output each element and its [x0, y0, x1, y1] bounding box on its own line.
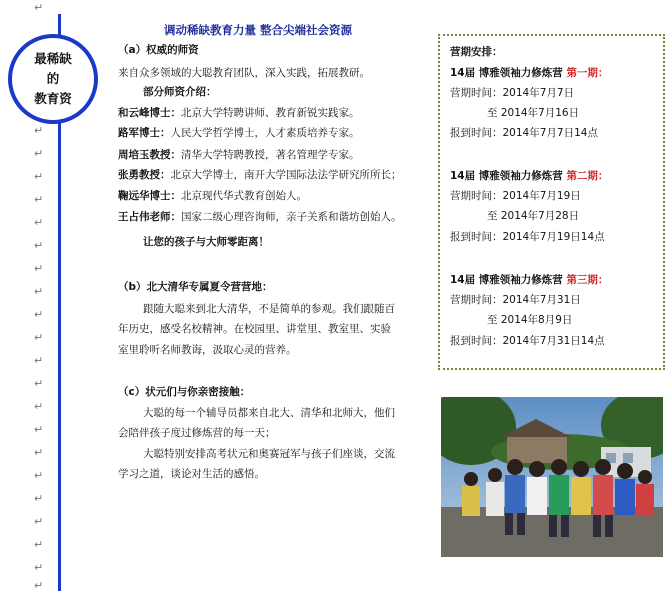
paragraph-mark: ↵	[34, 354, 44, 367]
paragraph-mark: ↵	[34, 446, 44, 459]
faculty-desc: 北京大学博士，南开大学国际法法学研究所所长；	[170, 169, 402, 181]
section-b-line: 跟随大聪来到北大清华，不是简单的参观。我们跟随百	[143, 303, 395, 315]
paragraph-mark: ↵	[34, 1, 44, 14]
paragraph-mark: ↵	[34, 285, 44, 298]
section-a-heading: （a）权威的师资	[118, 44, 199, 56]
paragraph-mark: ↵	[34, 170, 44, 183]
session-name: 14届 博雅领袖力修炼营	[450, 67, 567, 79]
section-c-line: 会陪伴孩子度过修炼营的每一天；	[118, 427, 276, 439]
side-title-circle	[8, 34, 98, 124]
section-a-closing: 让您的孩子与大师零距离！	[143, 236, 269, 248]
faculty-desc: 人民大学哲学博士，人才素质培养专家。	[170, 127, 360, 139]
session-heading	[450, 66, 608, 80]
faculty-desc: 北京大学特聘讲师、教育新锐实践家。	[181, 107, 360, 119]
side-title-line: 最稀缺	[34, 51, 72, 66]
faculty-name: 张勇教授：	[118, 169, 171, 181]
section-c-line: 大聪的每一个辅导员都来自北大、清华和北师大，他们	[143, 407, 395, 419]
session-start: 营期时间：2014年7月31日	[450, 294, 581, 306]
group-photo-illustration	[441, 397, 663, 557]
section-b-heading: （b）北大清华专属夏令营营地：	[118, 281, 273, 293]
session-name: 14届 博雅领袖力修炼营	[450, 170, 567, 182]
paragraph-mark: ↵	[34, 147, 44, 160]
section-c-heading: （c）状元们与你亲密接触：	[118, 386, 251, 398]
paragraph-mark: ↵	[34, 400, 44, 413]
section-c-line: 大聪特别安排高考状元和奥赛冠军与孩子们座谈，交流	[143, 448, 395, 460]
paragraph-mark: ↵	[34, 538, 44, 551]
paragraph-mark: ↵	[34, 239, 44, 252]
paragraph-mark: ↵	[34, 124, 44, 137]
group-photo-image	[441, 397, 663, 557]
faculty-row	[118, 189, 307, 203]
paragraph-mark: ↵	[34, 377, 44, 390]
section-a-intro: 来自众多领域的大聪教育团队，深入实践，拓展教研。	[118, 67, 370, 79]
schedule-title: 营期安排：	[450, 46, 503, 58]
paragraph-mark: ↵	[34, 216, 44, 229]
session-period: 第一期：	[566, 67, 609, 79]
paragraph-mark: ↵	[34, 193, 44, 206]
faculty-name: 王占伟老师：	[118, 211, 181, 223]
faculty-name: 周培玉教授：	[118, 149, 181, 161]
session-report: 报到时间：2014年7月19日14点	[450, 231, 605, 243]
paragraph-mark: ↵	[34, 308, 44, 321]
faculty-name: 路军博士：	[118, 127, 171, 139]
faculty-row	[118, 148, 360, 162]
session-start: 营期时间：2014年7月7日	[450, 87, 575, 99]
paragraph-mark: ↵	[34, 423, 44, 436]
faculty-desc: 国家二级心理咨询师，亲子关系和谐坊创始人。	[181, 211, 402, 223]
session-heading	[450, 169, 608, 183]
session-end: 至 2014年7月16日	[487, 107, 580, 119]
session-end: 至 2014年7月28日	[487, 210, 580, 222]
side-title-line: 教育资	[34, 91, 72, 106]
session-period: 第三期：	[566, 274, 609, 286]
paragraph-mark: ↵	[34, 579, 44, 592]
document-title: 调动稀缺教育力量 整合尖端社会资源	[164, 23, 353, 37]
faculty-name: 鞠远华博士：	[118, 190, 181, 202]
paragraph-mark: ↵	[34, 515, 44, 528]
side-title-line: 的	[46, 71, 60, 86]
paragraph-mark: ↵	[34, 561, 44, 574]
faculty-row	[118, 106, 360, 120]
section-b-line: 室里聆听名师教诲，汲取心灵的营养。	[118, 344, 297, 356]
paragraph-mark: ↵	[34, 469, 44, 482]
faculty-row	[118, 126, 360, 140]
paragraph-mark: ↵	[34, 262, 44, 275]
faculty-subheading: 部分师资介绍：	[143, 86, 217, 98]
session-report: 报到时间：2014年7月31日14点	[450, 335, 605, 347]
session-report: 报到时间：2014年7月7日14点	[450, 127, 598, 139]
section-b-line: 年历史，感受名校精神。在校园里、讲堂里、教室里、实验	[118, 323, 391, 335]
faculty-row	[118, 168, 433, 182]
paragraph-mark: ↵	[34, 331, 44, 344]
session-name: 14届 博雅领袖力修炼营	[450, 274, 567, 286]
faculty-row	[118, 210, 402, 224]
faculty-desc: 清华大学特聘教授，著名管理学专家。	[181, 149, 360, 161]
session-start: 营期时间：2014年7月19日	[450, 190, 581, 202]
section-c-line: 学习之道，谈论对生活的感悟。	[118, 468, 265, 480]
faculty-desc: 北京现代华式教育创始人。	[181, 190, 307, 202]
faculty-name: 和云峰博士：	[118, 107, 181, 119]
session-end: 至 2014年8月9日	[487, 314, 573, 326]
paragraph-mark: ↵	[34, 492, 44, 505]
session-period: 第二期：	[566, 170, 609, 182]
session-heading	[450, 273, 608, 287]
